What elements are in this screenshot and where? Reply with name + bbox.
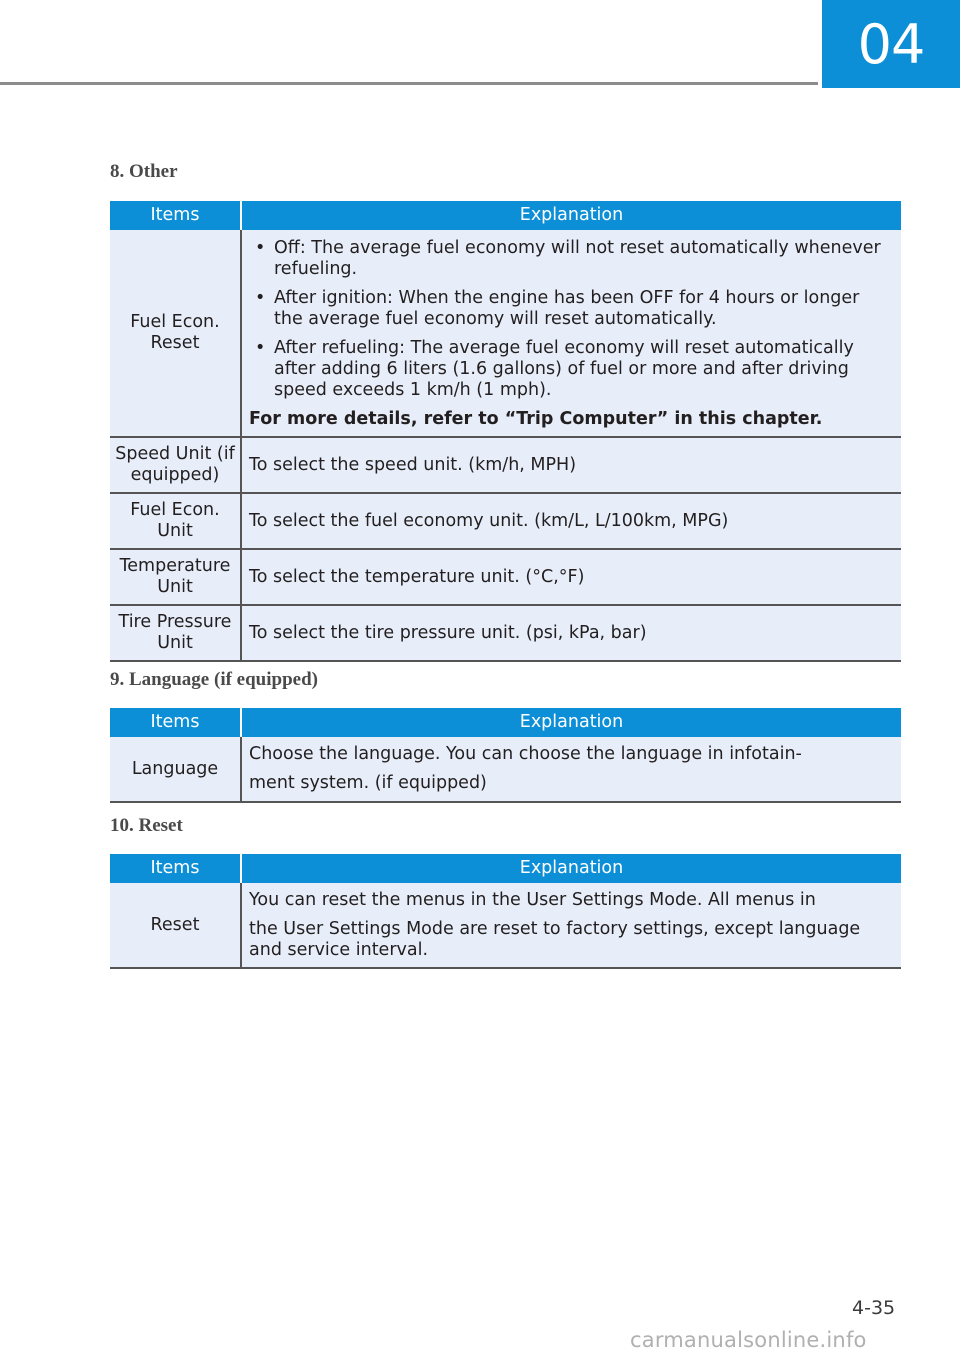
table-row <box>110 493 901 549</box>
language-table <box>110 708 901 803</box>
watermark-text: carmanualsonline.info <box>630 1328 867 1352</box>
list-item: • Off: The average fuel economy will not reset automatically whenever refueling. <box>249 238 891 280</box>
section-heading-reset: 10. Reset <box>110 815 183 836</box>
table-header-row <box>110 201 901 230</box>
table-row <box>110 437 901 493</box>
section-heading-language: 9. Language (if equipped) <box>110 669 318 690</box>
explanation-text: To select the tire pressure unit. (psi, kPa, bar) <box>241 605 901 661</box>
item-language: Language <box>110 737 241 802</box>
page-number: 4-35 <box>852 1297 896 1319</box>
table-row <box>110 605 901 661</box>
column-header-explanation: Explanation <box>241 708 901 737</box>
column-header-items: Items <box>110 708 241 737</box>
table-row <box>110 549 901 605</box>
table-header-row <box>110 854 901 883</box>
header-rule <box>0 82 818 85</box>
column-header-items: Items <box>110 201 241 230</box>
table-row <box>110 883 901 968</box>
list-item: • After ignition: When the engine has been OFF for 4 hours or longer the average fuel economy will reset automatically. <box>249 288 891 330</box>
column-header-explanation: Explanation <box>241 854 901 883</box>
other-settings-table <box>110 201 901 662</box>
list-item: • After refueling: The average fuel economy will reset automatically after adding 6 liters (1.6 gallons) of fuel or more and after driving speed exceeds 1 km/h (1 mph). <box>249 338 891 401</box>
explanation-line: Choose the language. You can choose the language in infotain- <box>249 744 802 764</box>
explanation-text: To select the speed unit. (km/h, MPH) <box>241 437 901 493</box>
item-fuel-econ-reset: Fuel Econ. Reset <box>110 230 241 437</box>
item-label: Speed Unit (if equipped) <box>110 437 241 493</box>
section-heading-other: 8. Other <box>110 161 178 182</box>
table-header-row <box>110 708 901 737</box>
reset-table <box>110 854 901 969</box>
explanation-line: the User Settings Mode are reset to factory settings, except language and service interval. <box>249 918 861 960</box>
table-row <box>110 230 901 437</box>
explanation-text: To select the temperature unit. (°C,°F) <box>241 549 901 605</box>
explanation-text: To select the fuel economy unit. (km/L, L/100km, MPG) <box>241 493 901 549</box>
explanation-line: ment system. (if equipped) <box>249 773 487 793</box>
chapter-number: 04 <box>857 12 925 76</box>
item-reset: Reset <box>110 883 241 968</box>
explanation-line: You can reset the menus in the User Settings Mode. All menus in <box>249 889 816 910</box>
item-label: Fuel Econ. Unit <box>110 493 241 549</box>
column-header-explanation: Explanation <box>241 201 901 230</box>
column-header-items: Items <box>110 854 241 883</box>
item-label: Temperature Unit <box>110 549 241 605</box>
item-label: Tire Pressure Unit <box>110 605 241 661</box>
table-row <box>110 737 901 802</box>
trip-computer-reference: For more details, refer to “Trip Computer” in this chapter. <box>249 409 823 429</box>
fuel-reset-options <box>249 238 891 401</box>
chapter-tab <box>822 0 960 88</box>
